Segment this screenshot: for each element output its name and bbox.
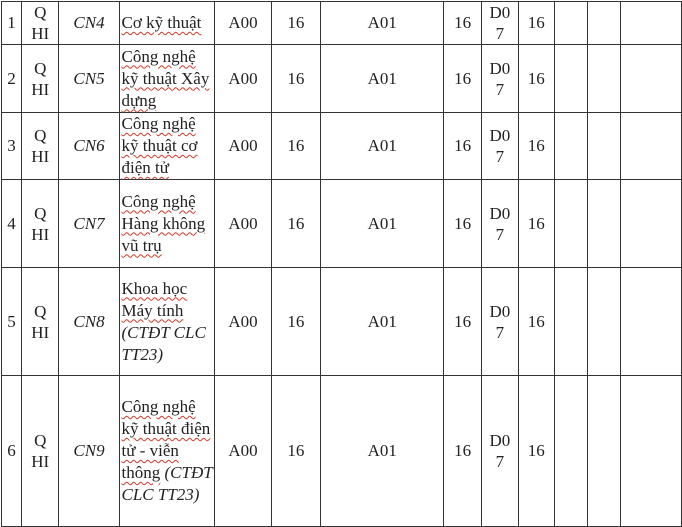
combo-1: A00: [215, 268, 271, 376]
combo-3: D0 7: [481, 113, 518, 180]
row-number: 6: [2, 376, 22, 527]
empty-cell: [554, 268, 587, 376]
combo-1: A00: [215, 180, 271, 268]
combo-3: D0 7: [481, 180, 518, 268]
row-number: 4: [2, 180, 22, 268]
table-row: [2, 2, 682, 45]
table-row: [2, 113, 682, 180]
empty-cell: [554, 180, 587, 268]
score-3: 16: [518, 180, 554, 268]
score-1: 16: [271, 2, 320, 45]
combo-3: D0 7: [481, 376, 518, 527]
combo-1: A00: [215, 113, 271, 180]
major-code: CN5: [59, 45, 119, 113]
combo-2: A01: [321, 113, 444, 180]
empty-cell: [587, 113, 620, 180]
score-1: 16: [271, 45, 320, 113]
combo-1: A00: [215, 45, 271, 113]
score-2: 16: [444, 268, 481, 376]
major-name: Công nghệ kỹ thuật Xây dựng: [119, 45, 215, 113]
empty-cell: [554, 45, 587, 113]
empty-cell: [621, 45, 682, 113]
major-name: Cơ kỹ thuật: [119, 2, 215, 45]
combo-2: A01: [321, 45, 444, 113]
major-name: Công nghệ kỹ thuật điện tử - viễn thông (CTĐT CLC TT23): [119, 376, 215, 527]
major-code: CN7: [59, 180, 119, 268]
school-code: Q HI: [21, 2, 59, 45]
major-code: CN8: [59, 268, 119, 376]
empty-cell: [621, 113, 682, 180]
empty-cell: [621, 2, 682, 45]
combo-3: D0 7: [481, 2, 518, 45]
empty-cell: [587, 180, 620, 268]
score-1: 16: [271, 376, 320, 527]
major-code: CN9: [59, 376, 119, 527]
school-code: Q HI: [21, 376, 59, 527]
empty-cell: [621, 180, 682, 268]
score-3: 16: [518, 2, 554, 45]
combo-2: A01: [321, 376, 444, 527]
empty-cell: [621, 268, 682, 376]
score-3: 16: [518, 45, 554, 113]
major-code: CN4: [59, 2, 119, 45]
empty-cell: [587, 376, 620, 527]
table-row: [2, 180, 682, 268]
empty-cell: [587, 268, 620, 376]
score-2: 16: [444, 376, 481, 527]
row-number: 3: [2, 113, 22, 180]
empty-cell: [554, 113, 587, 180]
combo-2: A01: [321, 268, 444, 376]
empty-cell: [621, 376, 682, 527]
row-number: 5: [2, 268, 22, 376]
empty-cell: [554, 2, 587, 45]
score-1: 16: [271, 268, 320, 376]
school-code: Q HI: [21, 180, 59, 268]
empty-cell: [587, 45, 620, 113]
major-code: CN6: [59, 113, 119, 180]
table-row: [2, 45, 682, 113]
empty-cell: [554, 376, 587, 527]
combo-2: A01: [321, 180, 444, 268]
admission-table: [1, 1, 682, 527]
score-1: 16: [271, 180, 320, 268]
major-name: Công nghệ Hàng không vũ trụ: [119, 180, 215, 268]
score-2: 16: [444, 180, 481, 268]
score-3: 16: [518, 376, 554, 527]
program-note: (CTĐT CLC TT23): [121, 322, 206, 364]
combo-2: A01: [321, 2, 444, 45]
score-2: 16: [444, 2, 481, 45]
score-2: 16: [444, 45, 481, 113]
table-row: [2, 268, 682, 376]
combo-3: D0 7: [481, 45, 518, 113]
school-code: Q HI: [21, 113, 59, 180]
major-name: Khoa học Máy tính (CTĐT CLC TT23): [119, 268, 215, 376]
combo-1: A00: [215, 2, 271, 45]
table-row: [2, 376, 682, 527]
program-note: (CTĐT CLC TT23): [121, 463, 213, 504]
empty-cell: [587, 2, 620, 45]
score-2: 16: [444, 113, 481, 180]
score-1: 16: [271, 113, 320, 180]
score-3: 16: [518, 268, 554, 376]
score-3: 16: [518, 113, 554, 180]
combo-3: D0 7: [481, 268, 518, 376]
school-code: Q HI: [21, 45, 59, 113]
row-number: 1: [2, 2, 22, 45]
major-name: Công nghệ kỹ thuật cơ điện tử: [119, 113, 215, 180]
combo-1: A00: [215, 376, 271, 527]
row-number: 2: [2, 45, 22, 113]
school-code: Q HI: [21, 268, 59, 376]
